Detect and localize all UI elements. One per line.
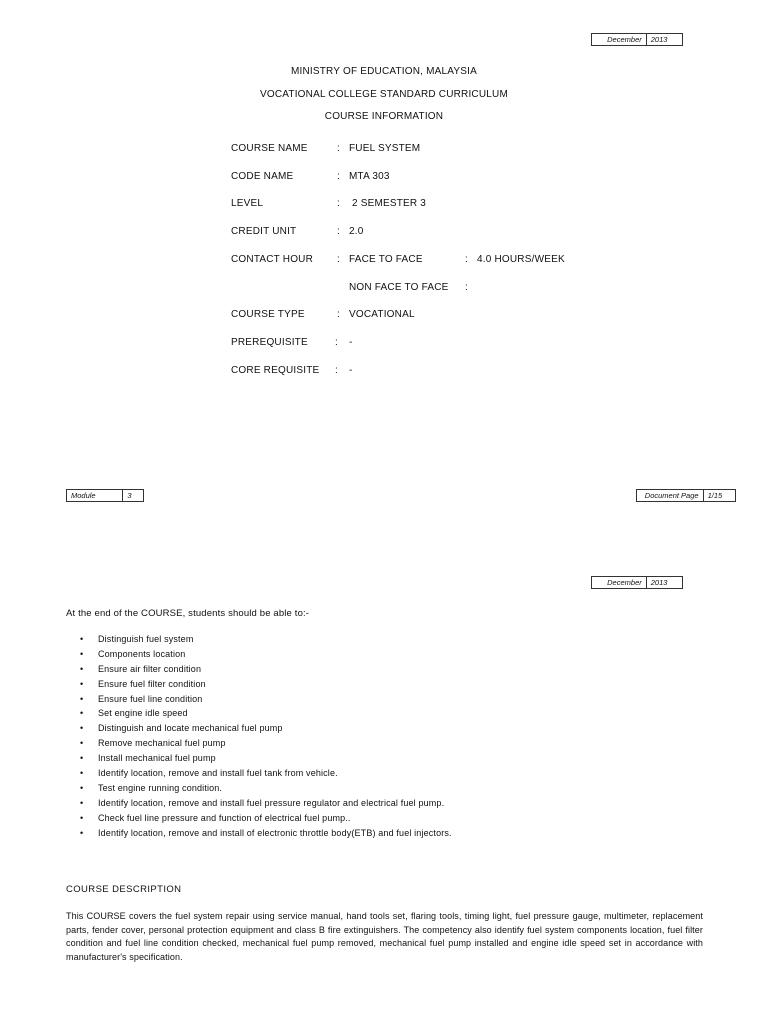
list-item <box>80 753 452 768</box>
module-value: 3 <box>127 491 132 500</box>
colon: : <box>465 282 468 293</box>
credit-unit-label: CREDIT UNIT <box>231 226 297 237</box>
list-item <box>80 679 452 694</box>
list-item <box>80 768 452 783</box>
date-year: 2013 <box>650 35 668 44</box>
document-page-value: 1/15 <box>707 491 723 500</box>
module-box <box>66 489 144 502</box>
course-name-value: FUEL SYSTEM <box>349 143 421 154</box>
contact-hour-label: CONTACT HOUR <box>231 254 314 265</box>
date-month: December <box>592 577 647 588</box>
list-item <box>80 813 452 828</box>
non-face-to-face-label: NON FACE TO FACE <box>349 282 449 293</box>
curriculum-title: VOCATIONAL COLLEGE STANDARD CURRICULUM <box>259 89 508 100</box>
bullet-icon: • <box>80 768 84 779</box>
course-description-text: This COURSE covers the fuel system repair using service manual, hand tools set, flaring tools, timing light, fuel pressure gauge, multimeter, replacement parts, fender cover, personal protection equipment and class B fire extinguishers. The competency also identify fuel system components location, fuel filter condition and fuel line condition checked, mechanical fuel pump removed, mechanical fuel pump installed and engine idle speed set in accordance with manufacturer's specification. <box>66 911 703 962</box>
module-label: Module <box>67 490 123 501</box>
bullet-icon: • <box>80 723 84 734</box>
colon: : <box>335 337 338 348</box>
list-item <box>80 664 452 679</box>
list-item <box>80 723 452 738</box>
face-to-face-label: FACE TO FACE <box>349 254 423 265</box>
list-item-text: Ensure fuel line condition <box>98 693 203 704</box>
list-item-text: Identify location, remove and install fuel pressure regulator and electrical fuel pump. <box>98 797 445 808</box>
colon: : <box>337 254 340 265</box>
list-item-text: Identify location, remove and install fuel tank from vehicle. <box>98 768 338 779</box>
colon: : <box>337 226 340 237</box>
date-month: December <box>592 34 647 45</box>
course-info-title: COURSE INFORMATION <box>324 111 444 122</box>
date-box <box>591 576 683 589</box>
list-item-text: Ensure fuel filter condition <box>98 678 206 689</box>
ministry-title: MINISTRY OF EDUCATION, MALAYSIA <box>290 66 478 77</box>
colon: : <box>337 198 340 209</box>
bullet-icon: • <box>80 648 84 659</box>
level-value: 2 SEMESTER 3 <box>349 198 427 209</box>
date-year: 2013 <box>650 578 668 587</box>
bullet-icon: • <box>80 693 84 704</box>
code-name-label: CODE NAME <box>231 171 294 182</box>
course-description-heading: COURSE DESCRIPTION <box>66 884 182 895</box>
colon: : <box>335 365 338 376</box>
bullet-icon: • <box>80 678 84 689</box>
list-item-text: Distinguish and locate mechanical fuel pump <box>98 723 283 734</box>
document-page-label: Document Page <box>637 490 704 501</box>
bullet-icon: • <box>80 663 84 674</box>
core-requisite-value: - <box>349 365 353 376</box>
list-item <box>80 694 452 709</box>
list-item <box>80 634 452 649</box>
list-item <box>80 798 452 813</box>
colon: : <box>337 171 340 182</box>
list-item <box>80 649 452 664</box>
credit-unit-value: 2.0 <box>349 226 364 237</box>
bullet-icon: • <box>80 812 84 823</box>
core-requisite-label: CORE REQUISITE <box>231 365 320 376</box>
bullet-icon: • <box>80 827 84 838</box>
list-item-text: Ensure air filter condition <box>98 663 202 674</box>
colon: : <box>337 309 340 320</box>
bullet-icon: • <box>80 634 84 644</box>
level-label: LEVEL <box>231 198 264 209</box>
list-item-text: Check fuel line pressure and function of electrical fuel pump.. <box>98 812 351 823</box>
list-item <box>80 738 452 753</box>
list-item <box>80 828 452 843</box>
list-item-text: Set engine idle speed <box>98 708 188 719</box>
course-type-value: VOCATIONAL <box>349 309 415 320</box>
bullet-icon: • <box>80 782 84 793</box>
outcomes-intro: At the end of the COURSE, students should be able to:- <box>66 608 310 619</box>
list-item-text: Components location <box>98 648 186 659</box>
bullet-icon: • <box>80 797 84 808</box>
bullet-icon: • <box>80 753 84 764</box>
bullet-icon: • <box>80 738 84 749</box>
prerequisite-value: - <box>349 337 353 348</box>
list-item-text: Identify location, remove and install of electronic throttle body(ETB) and fuel injectors. <box>98 827 452 838</box>
course-name-label: COURSE NAME <box>231 143 308 154</box>
code-name-value: MTA 303 <box>349 171 390 182</box>
colon: : <box>465 254 468 265</box>
list-item <box>80 708 452 723</box>
list-item-text: Test engine running condition. <box>98 782 223 793</box>
document-page-box <box>636 489 736 502</box>
list-item <box>80 783 452 798</box>
bullet-icon: • <box>80 708 84 719</box>
course-type-label: COURSE TYPE <box>231 309 305 320</box>
list-item-text: Install mechanical fuel pump <box>98 753 216 764</box>
colon: : <box>337 143 340 154</box>
date-box <box>591 33 683 46</box>
list-item-text: Remove mechanical fuel pump <box>98 738 226 749</box>
list-item-text: Distinguish fuel system <box>98 634 194 644</box>
learning-outcomes-list <box>80 634 452 842</box>
face-to-face-value: 4.0 HOURS/WEEK <box>477 254 565 265</box>
prerequisite-label: PREREQUISITE <box>231 337 308 348</box>
